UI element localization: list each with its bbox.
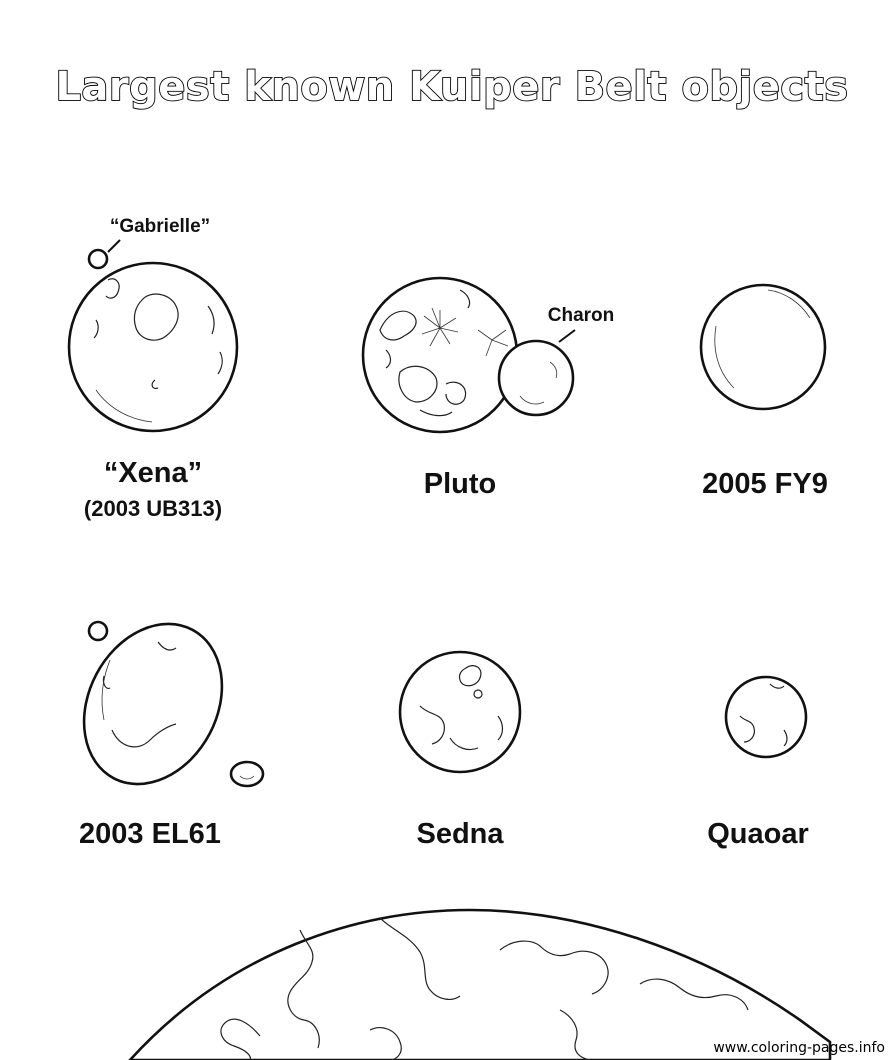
el61-moon-1 [89, 622, 107, 640]
page-title: Largest known Kuiper Belt objects [55, 64, 849, 110]
quaoar-planet [726, 677, 806, 757]
fy9-label: 2005 FY9 [702, 468, 828, 500]
pluto-label: Pluto [423, 468, 497, 500]
fy9-planet [701, 285, 825, 409]
fy9-object [701, 285, 825, 409]
xena-label: “Xena” [103, 457, 203, 489]
gabrielle-label: “Gabrielle” [109, 216, 211, 237]
quaoar-object [726, 677, 806, 757]
pluto-planet [363, 278, 517, 432]
xena-object [69, 216, 237, 431]
earth-object [130, 910, 830, 1060]
xena-sublabel: (2003 UB313) [83, 496, 223, 521]
quaoar-label: Quaoar [707, 818, 809, 850]
sedna-planet [400, 652, 520, 772]
sedna-object [400, 652, 520, 772]
charon-pointer [559, 330, 575, 342]
el61-planet [57, 600, 249, 808]
gabrielle-pointer [108, 240, 120, 252]
charon-label: Charon [547, 305, 615, 326]
earth-limb [130, 910, 830, 1060]
sedna-label: Sedna [416, 818, 504, 850]
xena-planet [69, 263, 237, 431]
el61-object [57, 600, 263, 808]
gabrielle-moon [89, 250, 107, 268]
el61-label: 2003 EL61 [79, 818, 221, 850]
pluto-object [363, 278, 614, 432]
el61-moon-2 [231, 762, 263, 786]
site-watermark: www.coloring-pages.info [713, 1040, 885, 1056]
